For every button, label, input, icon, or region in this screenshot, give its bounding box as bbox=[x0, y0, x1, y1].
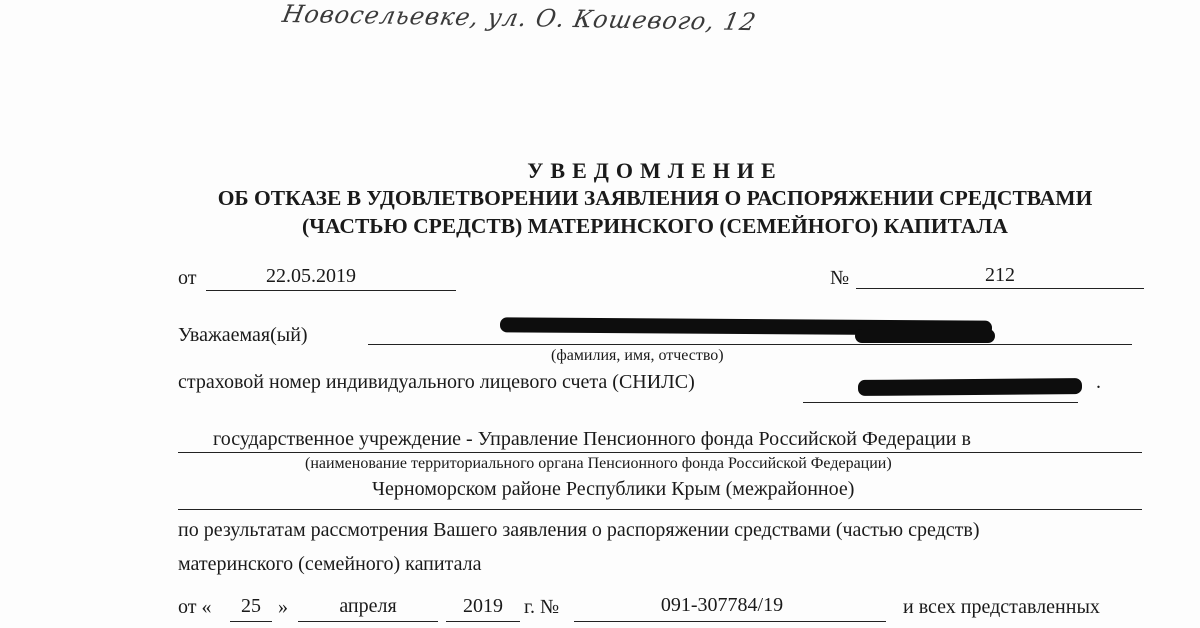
body-line1: по результатам рассмотрения Вашего заявления о распоряжении средствами (частью средств) bbox=[178, 519, 980, 541]
date-underline bbox=[206, 290, 456, 291]
snils-label: страховой номер индивидуального лицевого счета (СНИЛС) bbox=[178, 371, 695, 393]
notice-date: 22.05.2019 bbox=[266, 265, 356, 287]
application-tail: и всех представленных bbox=[903, 596, 1100, 618]
application-number: 091-307784/19 bbox=[660, 594, 784, 616]
document-title: УВЕДОМЛЕНИЕ bbox=[527, 158, 783, 183]
organization-line1: государственное учреждение - Управление Пенсионного фонда Российской Федерации в bbox=[213, 428, 971, 450]
number-label: № bbox=[830, 267, 850, 289]
addressee-label: Уважаемая(ый) bbox=[178, 324, 308, 346]
application-number-underline bbox=[574, 621, 886, 622]
addressee-hint: (фамилия, имя, отчество) bbox=[551, 347, 724, 364]
application-day: 25 bbox=[241, 595, 261, 617]
application-year: 2019 bbox=[463, 595, 503, 617]
document-subtitle-line2: (ЧАСТЬЮ СРЕДСТВ) МАТЕРИНСКОГО (СЕМЕЙНОГО) КАПИТАЛА bbox=[302, 214, 1008, 238]
organization-underline2 bbox=[178, 509, 1142, 510]
date-label: от bbox=[178, 267, 197, 289]
application-month-underline bbox=[298, 621, 438, 622]
application-day-underline bbox=[230, 621, 272, 622]
handwritten-address: Новосельевке, ул. О. Кошевого, 12 bbox=[280, 0, 759, 37]
application-month: апреля bbox=[339, 595, 397, 617]
snils-trailing-dot: . bbox=[1096, 371, 1101, 393]
body-line2: материнского (семейного) капитала bbox=[178, 553, 482, 575]
document-subtitle-line1: ОБ ОТКАЗЕ В УДОВЛЕТВОРЕНИИ ЗАЯВЛЕНИЯ О РАСПОРЯЖЕНИИ СРЕДСТВАМИ bbox=[217, 186, 1093, 210]
organization-line2: Черноморском районе Республики Крым (межрайонное) bbox=[372, 478, 855, 500]
number-underline bbox=[856, 288, 1144, 289]
application-year-suffix: г. № bbox=[524, 596, 560, 618]
organization-underline1 bbox=[178, 452, 1142, 453]
redacted-snils bbox=[858, 378, 1082, 396]
organization-hint: (наименование территориального органа Пенсионного фонда Российской Федерации) bbox=[305, 455, 892, 472]
addressee-underline bbox=[368, 344, 1132, 345]
redacted-name-tail bbox=[855, 329, 995, 343]
application-year-underline bbox=[446, 621, 520, 622]
notice-number: 212 bbox=[985, 264, 1015, 286]
application-close-quote: » bbox=[278, 596, 288, 618]
application-from-label: от « bbox=[178, 596, 212, 618]
snils-underline bbox=[803, 402, 1078, 403]
